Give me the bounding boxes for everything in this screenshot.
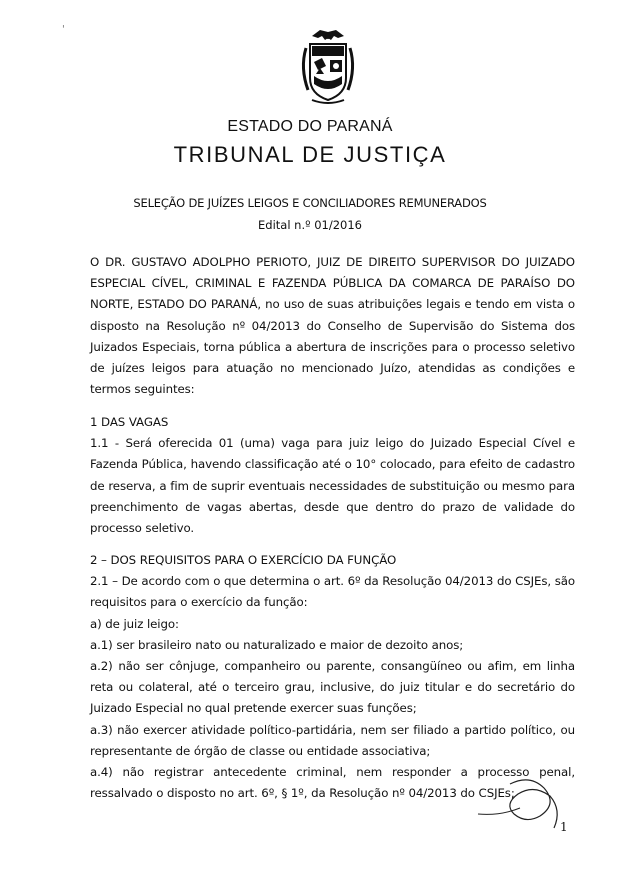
section-heading: 1 DAS VAGAS <box>90 415 169 429</box>
section-vagas <box>90 412 575 539</box>
court-title: TRIBUNAL DE JUSTIÇA <box>173 142 447 167</box>
page-number: 1 <box>560 820 568 834</box>
section-heading: 2 – DOS REQUISITOS PARA O EXERCÍCIO DA FUNÇÃO <box>90 553 397 567</box>
section-item: 1.1 - Será oferecida 01 (uma) vaga para juiz leigo do Juizado Especial Cível e Fazenda Pública, havendo classificação até o 10° colocado, para efeito de cadastro de reserva, a fim de suprir eventuais necessidades de substituição ou mesmo para preenchimento de vagas abertas, desde que dentro do prazo de validade do processo seletivo. <box>90 436 575 536</box>
intro-paragraph-block <box>90 252 575 400</box>
state-title: ESTADO DO PARANÁ <box>227 118 393 135</box>
section-item: 2.1 – De acordo com o que determina o art. 6º da Resolução 04/2013 do CSJEs, são requisitos para o exercício da função: <box>90 574 575 610</box>
section-item: a.2) não ser cônjuge, companheiro ou parente, consangüíneo ou afim, em linha reta ou colateral, até o terceiro grau, inclusive, do juiz titular e do secretário do Juizado Especial no qual pretende exercer suas funções; <box>90 659 575 716</box>
section-requisitos <box>90 550 575 804</box>
selection-title: SELEÇÃO DE JUÍZES LEIGOS E CONCILIADORES REMUNERADOS <box>133 196 487 210</box>
edital-number: Edital n.º 01/2016 <box>258 218 362 232</box>
section-item: a) de juiz leigo: <box>90 616 179 631</box>
stray-mark: ' <box>62 24 65 35</box>
intro-paragraph: O DR. GUSTAVO ADOLPHO PERIOTO, JUIZ DE DIREITO SUPERVISOR DO JUIZADO ESPECIAL CÍVEL, CRIMINAL E FAZENDA PÚBLICA DA COMARCA DE PARAÍSO DO NORTE, ESTADO DO PARANÁ, no uso de suas atribuições legais e tendo em vista o disposto na Resolução nº 04/2013 do Conselho de Supervisão do Sistema dos Juizados Especiais, torna pública a abertura de inscrições para o processo seletivo de juízes leigos para atuação no mencionado Juízo, atendidas as condições e termos seguintes: <box>90 255 575 397</box>
section-item: a.3) não exercer atividade político-partidária, nem ser filiado a partido político, ou representante de órgão de classe ou entidade associativa; <box>90 722 575 758</box>
parana-coat-of-arms-icon <box>298 28 358 108</box>
section-item: a.4) não registrar antecedente criminal, nem responder a processo penal, ressalvado o disposto no art. 6º, § 1º, da Resolução nº 04/2013 do CSJEs; <box>90 765 575 801</box>
section-item: a.1) ser brasileiro nato ou naturalizado e maior de dezoito anos; <box>90 637 464 652</box>
handwritten-signature-icon <box>470 770 565 840</box>
